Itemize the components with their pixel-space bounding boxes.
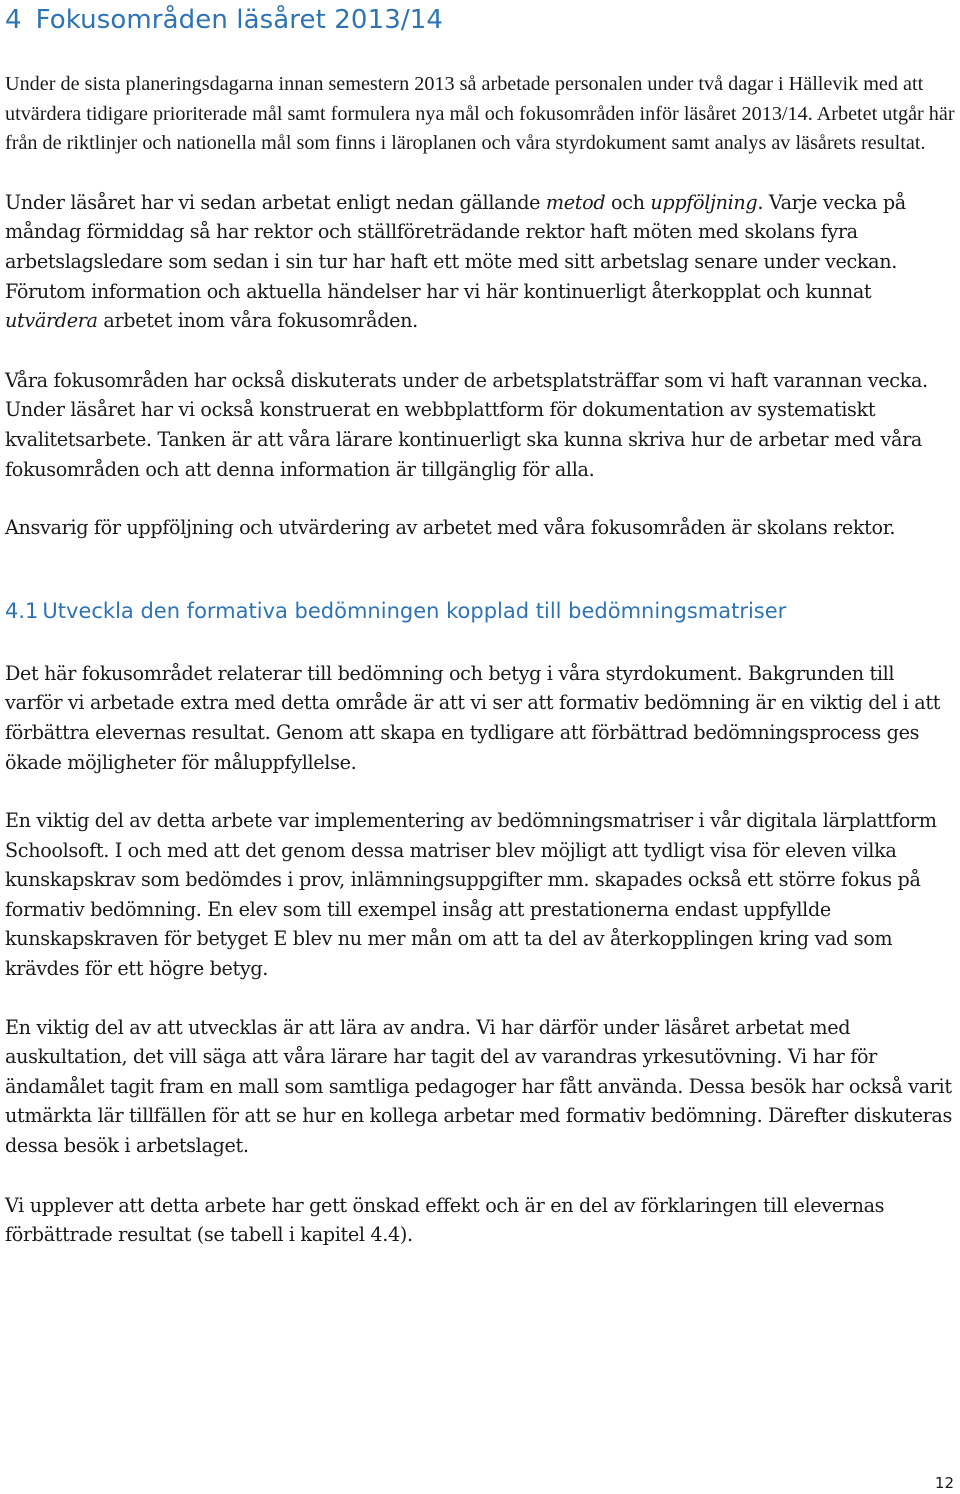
paragraph-auskultation: En viktig del av att utvecklas är att lära av andra. Vi har därför under läsåret arbetat med auskultation, det vill säga att våra lärare har tagit del av varandras yrkesutövning. Vi har för ändamålet tagit fram en mall som samtliga pedagoger har fått använda. Dessa besök har också varit utmärkta lär tillfällen för att se hur en kollega arbetar med formativ bedömning. Därefter diskuteras dessa besök i arbetslaget.: [5, 1015, 953, 1158]
paragraph-method-text-3: . Varje vecka på måndag förmiddag så har rektor och ställföreträdande rektor haft möten med skolans fyra arbetslagsledare som sedan i sin tur har haft ett möte med sitt arbetslag senare under veckan. Förutom information och aktuella händelser har vi här kontinuerligt återkopplat och kunnat: [5, 190, 906, 303]
subsection-number: 4.1: [5, 598, 39, 623]
paragraph-method-text-2: och: [605, 190, 651, 214]
paragraph-implementation: En viktig del av detta arbete var implementering av bedömningsmatriser i vår digitala lärplattform Schoolsoft. I och med att det genom dessa matriser blev möjligt att tydligt visa för eleven vilka kunskapskrav som bedömdes i prov, inlämningsuppgifter mm. skapades också ett större fokus på formativ bedömning. En elev som till exempel insåg att prestationerna endast uppfyllde kunskapskraven för betyget E blev nu mer mån om att ta del av återkopplingen kring vad som krävdes för ett högre betyg.: [5, 809, 937, 981]
paragraph-method-text-4: arbetet inom våra fokusområden.: [97, 309, 418, 333]
paragraph-method: [5, 188, 957, 336]
page-number: 12: [934, 1474, 954, 1492]
subsection-title: Utveckla den formativa bedömningen kopplad till bedömningsmatriser: [42, 598, 787, 623]
paragraph-responsibility: Ansvarig för uppföljning och utvärdering av arbetet med våra fokusområden är skolans rektor.: [5, 516, 896, 540]
document-page: [5, 0, 957, 1250]
emphasis-metod: metod: [545, 190, 606, 214]
paragraph-conclusion: Vi upplever att detta arbete har gett önskad effekt och är en del av förklaringen till elevernas förbättrade resultat (se tabell i kapitel 4.4).: [5, 1193, 885, 1247]
paragraph-meetings: Våra fokusområden har också diskuterats under de arbetsplatsträffar som vi haft varannan vecka. Under läsåret har vi också konstruerat en webbplattform för dokumentation av systematiskt kvalitetsarbete. Tanken är att våra lärare kontinuerligt ska kunna skriva hur de arbetar med våra fokusområden och att denna information är tillgänglig för alla.: [5, 368, 928, 481]
section-number: 4: [5, 5, 22, 35]
emphasis-utvardera: utvärdera: [5, 309, 98, 333]
paragraph-background: Det här fokusområdet relaterar till bedömning och betyg i våra styrdokument. Bakgrunden till varför vi arbetade extra med detta område är att vi ser att formativ bedömning är en viktig del i att förbättra elevernas resultat. Genom att skapa en tydligare att förbättrad bedömningsprocess ges ökade möjligheter för måluppfyllelse.: [5, 661, 941, 774]
paragraph-intro: Under de sista planeringsdagarna innan semestern 2013 så arbetade personalen under två dagar i Hällevik med att utvärdera tidigare prioriterade mål samt formulera nya mål och fokusområden inför läsåret 2013/14. Arbetet utgår här från de riktlinjer och nationella mål som finns i läroplanen och våra styrdokument samt analys av läsårets resultat.: [5, 73, 955, 155]
section-heading: [5, 3, 957, 37]
emphasis-uppfoljning: uppföljning: [650, 190, 758, 214]
subsection-heading: [5, 596, 957, 626]
paragraph-method-text-1: Under läsåret har vi sedan arbetat enligt nedan gällande: [5, 190, 546, 214]
section-title: Fokusområden läsåret 2013/14: [35, 5, 443, 35]
